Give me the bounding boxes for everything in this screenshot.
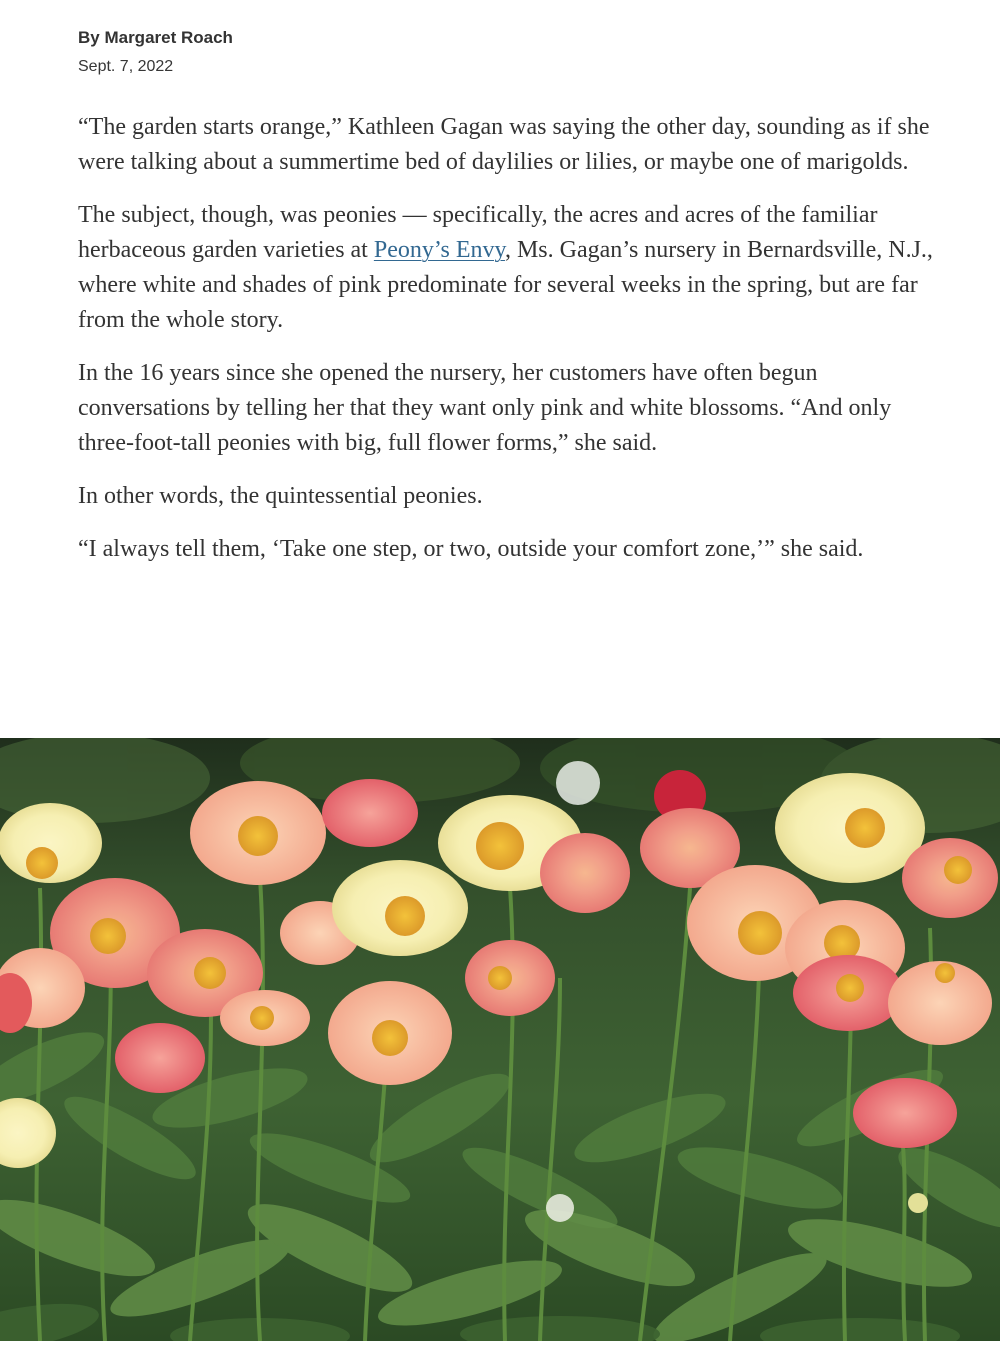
paragraph-1: “The garden starts orange,” Kathleen Gagan was saying the other day, sounding as if she were talking about a summertime bed of daylilies or lilies, or maybe one of marigolds.: [78, 114, 930, 175]
paragraph-2-text-after-link: , Ms. Gagan’s nursery in Bernardsville, N.J., where white and shades of pink predominate for several weeks in the spring, but are far from the whole story.: [78, 237, 933, 333]
article-body: [78, 110, 938, 567]
peonys-envy-link[interactable]: Peony’s Envy: [373, 237, 505, 263]
article: [78, 26, 938, 585]
paragraph-5: “I always tell them, ‘Take one step, or two, outside your comfort zone,’” she said.: [78, 536, 864, 562]
paragraph-2: [78, 198, 938, 338]
publish-date: Sept. 7, 2022: [78, 58, 174, 75]
paragraph-3: In the 16 years since she opened the nursery, her customers have often begun conversations by telling her that they want only pink and white blossoms. “And only three-foot-tall peonies with big, full flower forms,” she said.: [78, 360, 892, 456]
paragraph-2-text-before-link: The subject, though, was peonies — specifically, the acres and acres of the familiar herbaceous garden varieties at: [78, 202, 878, 263]
byline: By Margaret Roach: [78, 28, 233, 47]
paragraph-4: In other words, the quintessential peonies.: [78, 483, 483, 509]
peony-garden-photo: [0, 738, 1000, 1341]
